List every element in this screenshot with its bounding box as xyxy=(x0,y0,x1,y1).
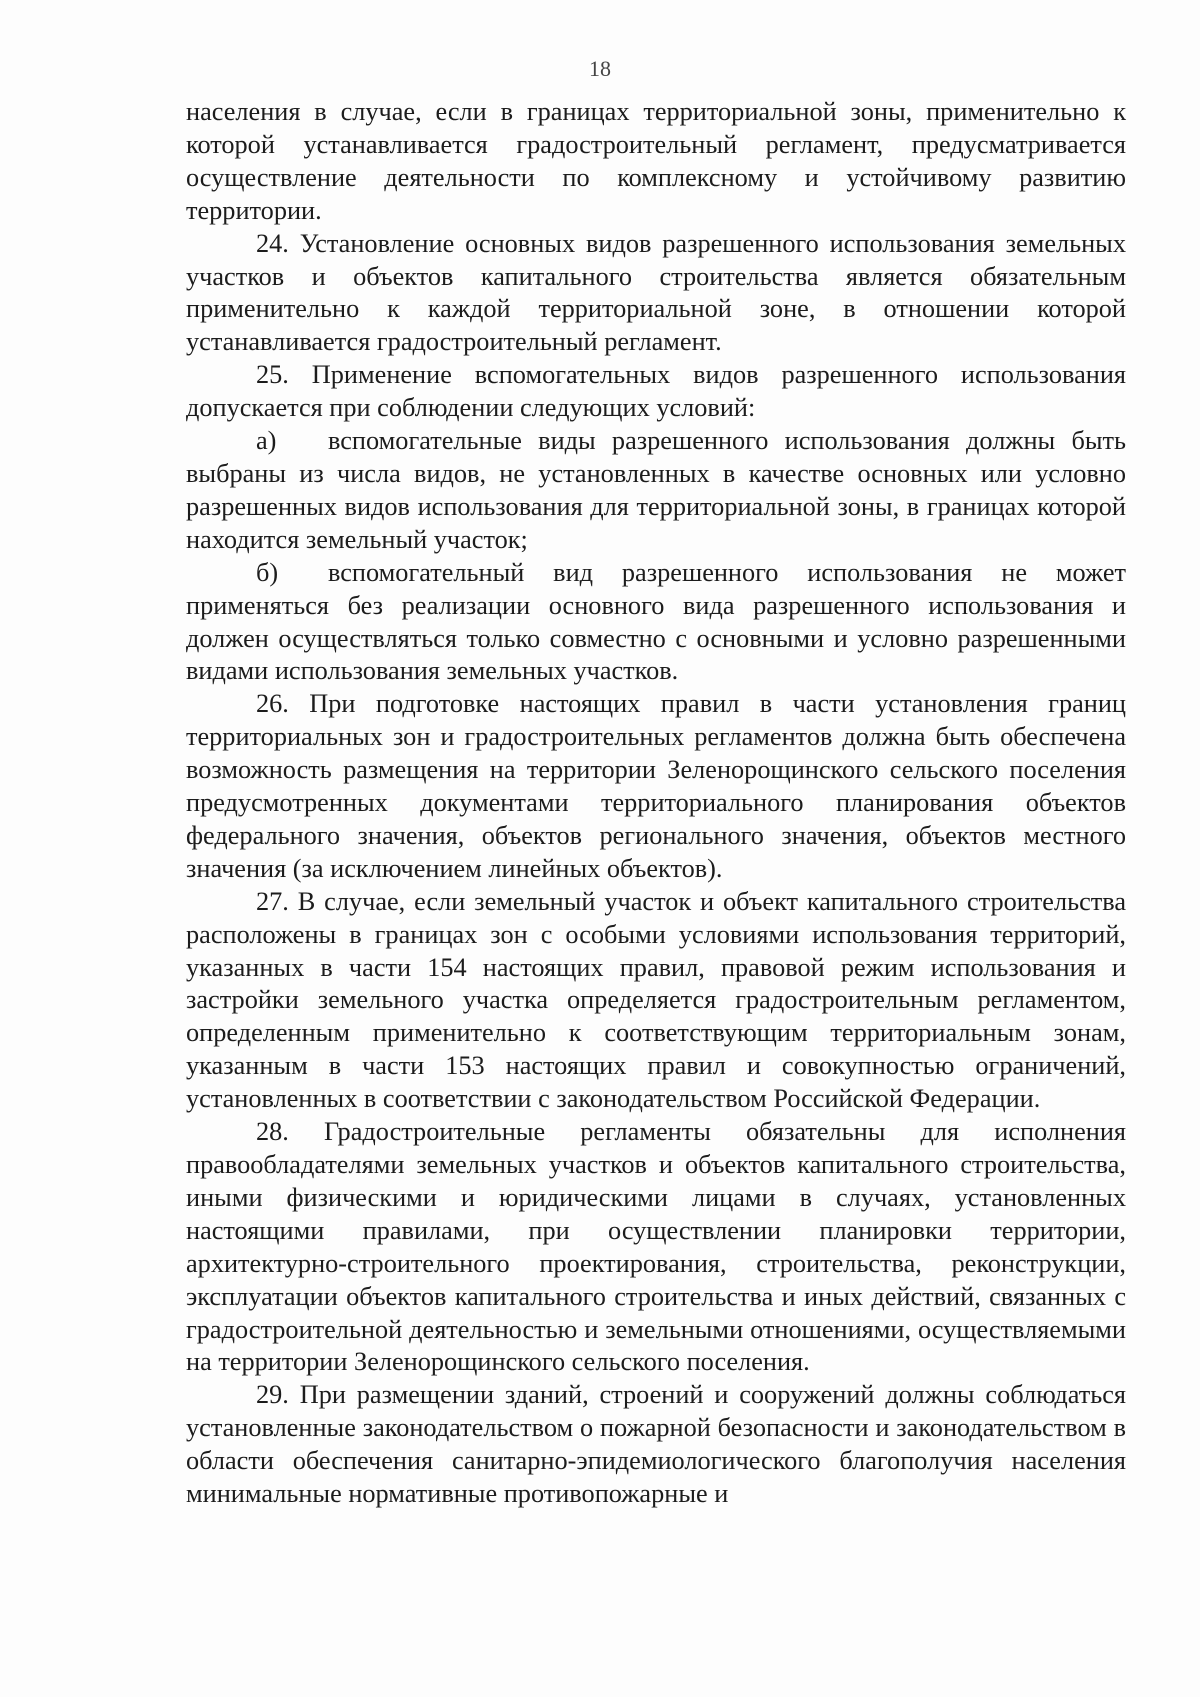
paragraph-continuation: населения в случае, если в границах территориальной зоны, применительно к которой устанавливается градостроительный регламент, предусматривается осуществление деятельности по комплексному и устойчивому развитию территории. xyxy=(186,97,1126,225)
paragraph-25-item-a xyxy=(186,425,1126,557)
page-number: 18 xyxy=(589,56,611,81)
item-letter-a: а) xyxy=(256,426,277,456)
paragraph-26: 26. При подготовке настоящих правил в части установления границ территориальных зон и градостроительных регламентов должна быть обеспечена возможность размещения на территории Зеленорощинского сельского поселения предусмотренных документами территориального планирования объектов федерального значения, объектов регионального значения, объектов местного значения (за исключением линейных объектов). xyxy=(186,689,1126,883)
paragraph-29: 29. При размещении зданий, строений и сооружений должны соблюдаться установленные законодательством о пожарной безопасности и законодательством в области обеспечения санитарно-эпидемиологического благополучия населения минимальные нормативные противопожарные и xyxy=(186,1380,1126,1509)
paragraph-24: 24. Установление основных видов разрешенного использования земельных участков и объектов капитального строительства является обязательным применительно к каждой территориальной зоне, в отношении которой устанавливается градостроительный регламент. xyxy=(186,228,1126,357)
paragraph-25: 25. Применение вспомогательных видов разрешенного использования допускается при соблюдении следующих условий: xyxy=(186,360,1126,423)
item-letter-b: б) xyxy=(256,557,279,587)
paragraph-28: 28. Градостроительные регламенты обязательны для исполнения правообладателями земельных участков и объектов капитального строительства, иными физическими и юридическими лицами в случаях, установленных настоящими правилами, при осуществлении планировки территории, архитектурно-строительного проектирования, строительства, реконструкции, эксплуатации объектов капитального строительства и иных действий, связанных с градостроительной деятельностью и земельными отношениями, осуществляемыми на территории Зеленорощинского сельского поселения. xyxy=(186,1117,1126,1377)
item-text-a: вспомогательные виды разрешенного использования должны быть выбраны из числа видов, не установленных в качестве основных или условно разрешенных видов использования для территориальной зоны, в границах которой находится земельный участок; xyxy=(186,426,1126,554)
document-body xyxy=(186,96,1126,1511)
paragraph-27: 27. В случае, если земельный участок и объект капитального строительства расположены в границах зон с особыми условиями использования территорий, указанных в части 154 настоящих правил, правовой режим использования и застройки земельного участка определяется градостроительным регламентом, определенным применительно к соответствующим территориальным зонам, указанным в части 153 настоящих правил и совокупностью ограничений, установленных в соответствии с законодательством Российской Федерации. xyxy=(186,886,1126,1114)
item-text-b: вспомогательный вид разрешенного использования не может применяться без реализации основного вида разрешенного использования и должен осуществляться только совместно с основными и условно разрешенными видами использования земельных участков. xyxy=(186,557,1126,686)
paragraph-25-item-b xyxy=(186,557,1126,689)
